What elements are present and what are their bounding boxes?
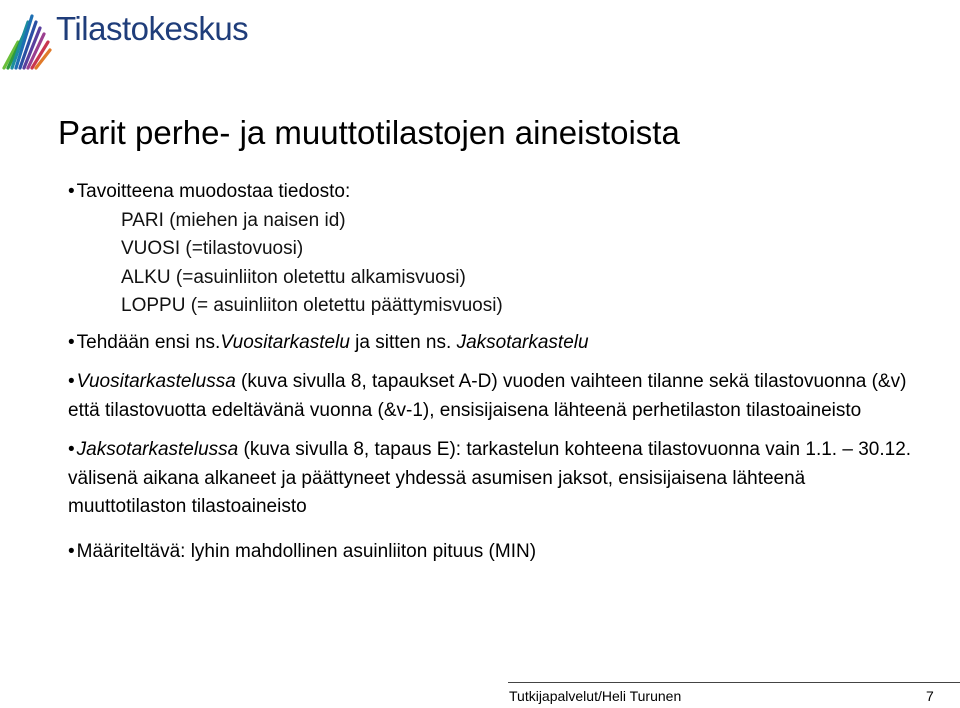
tilastokeskus-logo bbox=[0, 0, 249, 80]
bullet-tehdaan-em1: Vuositarkastelu bbox=[220, 331, 350, 353]
bullet-tehdaan-em2: Jaksotarkastelu bbox=[456, 331, 589, 353]
bullet-vuositarkastelussa-text: (kuva sivulla 8, tapaukset A-D) vuoden vaihteen tilanne sekä tilastovuonna (&v) että tilastovuotta edeltävänä vuonna (&v-1), ensisijaisena lähteenä perhetilaston tilastoaineisto bbox=[68, 371, 907, 421]
bullet-jaksotarkastelussa bbox=[68, 436, 928, 522]
bullet-jaksotarkastelussa-em: Jaksotarkastelussa bbox=[76, 439, 239, 460]
footer-author: Tutkijapalvelut/Heli Turunen bbox=[509, 688, 682, 704]
sub-item-alku: ALKU (=asuinliiton oletettu alkamisvuosi) bbox=[121, 266, 466, 288]
logo-wordmark: Tilastokeskus bbox=[56, 10, 249, 47]
bullet-jaksotarkastelussa-text: (kuva sivulla 8, tapaus E): tarkastelun kohteena tilastovuonna vain 1.1. – 30.12. välisenä aikana alkaneet ja päättyneet yhdessä asumisen jaksot, ensisijaisena lähteenä muuttotilaston tilastoaineisto bbox=[68, 439, 912, 517]
slide-title: Parit perhe- ja muuttotilastojen aineistoista bbox=[58, 114, 680, 151]
sub-item-pari: PARI (miehen ja naisen id) bbox=[121, 209, 346, 231]
sub-item-vuosi: VUOSI (=tilastovuosi) bbox=[121, 238, 304, 259]
bullet-vuositarkastelussa bbox=[68, 368, 928, 425]
bullet-vuositarkastelussa-em: Vuositarkastelussa bbox=[76, 371, 236, 392]
sub-item-loppu: LOPPU (= asuinliiton oletettu päättymisvuosi) bbox=[121, 295, 503, 316]
page-number: 7 bbox=[926, 688, 934, 704]
bullet-tavoitteena: • Tavoitteena muodostaa tiedosto: bbox=[68, 178, 928, 207]
bullet-tehdaan bbox=[68, 329, 928, 358]
bullet-tehdaan-pre: Tehdään ensi ns. bbox=[76, 331, 221, 353]
logo-bars-icon bbox=[0, 8, 56, 72]
bullet-tehdaan-mid: ja sitten ns. bbox=[349, 331, 457, 353]
footer-divider bbox=[508, 682, 960, 683]
slide-content bbox=[68, 178, 928, 566]
bullet-maariteltava: • Määriteltävä: lyhin mahdollinen asuinliiton pituus (MIN) bbox=[68, 538, 928, 567]
